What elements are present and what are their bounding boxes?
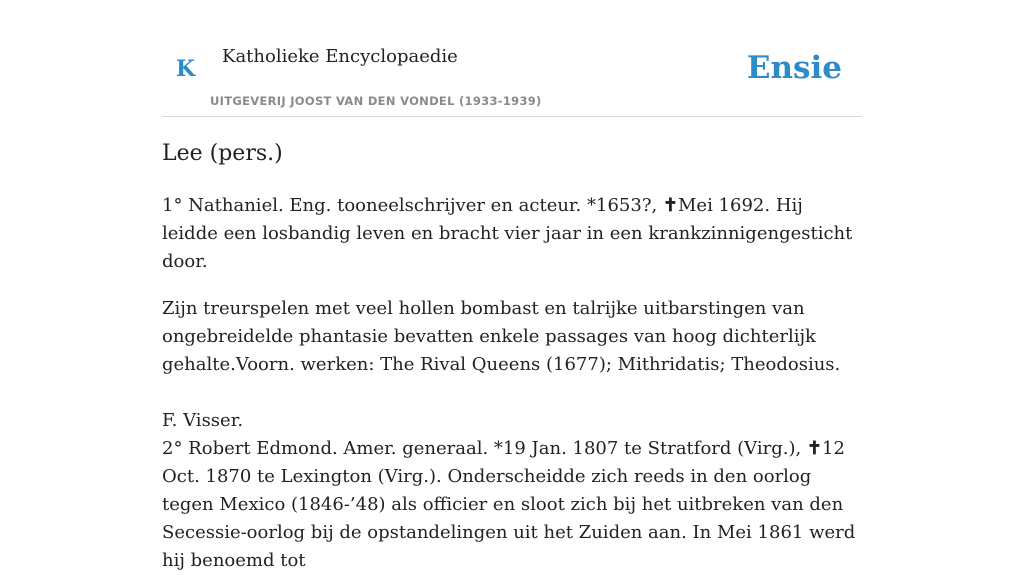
article-title: Lee (pers.): [162, 141, 283, 166]
article-paragraph-2: Zijn treurspelen met veel hollen bombast en talrijke uitbarstingen van ongebreidelde phantasie bevatten enkele passages van hoog dichterlijk gehalte.Voorn. werken: The Rival Queens (1677); Mithridatis; Theodosius.: [162, 298, 841, 375]
article: [162, 138, 862, 575]
death-cross-icon: ✝: [806, 438, 822, 459]
death-cross-icon: ✝: [662, 195, 678, 216]
paragraph-1-start: 1° Nathaniel. Eng. tooneelschrijver en acteur. *1653?,: [162, 195, 663, 216]
site-header: [162, 0, 862, 117]
paragraph-3-start: 2° Robert Edmond. Amer. generaal. *19 Jan. 1807 te Stratford (Virg.),: [162, 438, 807, 459]
paragraph-1-end: Mei 1692. Hij leidde een losbandig leven en bracht vier jaar in een krankzinnigengesticht door.: [162, 195, 853, 272]
publisher-label: UITGEVERIJ JOOST VAN DEN VONDEL (1933-1939): [210, 94, 542, 108]
ensie-brand-link[interactable]: Ensie: [746, 50, 842, 86]
article-paragraph-3: [162, 435, 862, 575]
author-signature: F. Visser.: [162, 410, 244, 431]
paragraph-3-end: 12 Oct. 1870 te Lexington (Virg.). Onderscheidde zich reeds in den oorlog tegen Mexico (1846-’48) als officier en sloot zich bij het uitbreken van den Secessie-oorlog bij de opstandelingen uit het Zuiden aan. In Mei 1861 werd hij benoemd tot: [162, 438, 856, 571]
article-paragraph-1: [162, 192, 862, 276]
encyclopedia-logo[interactable]: K: [176, 56, 196, 82]
spacer: [162, 379, 862, 407]
encyclopedia-title[interactable]: Katholieke Encyclopaedie: [222, 46, 458, 67]
